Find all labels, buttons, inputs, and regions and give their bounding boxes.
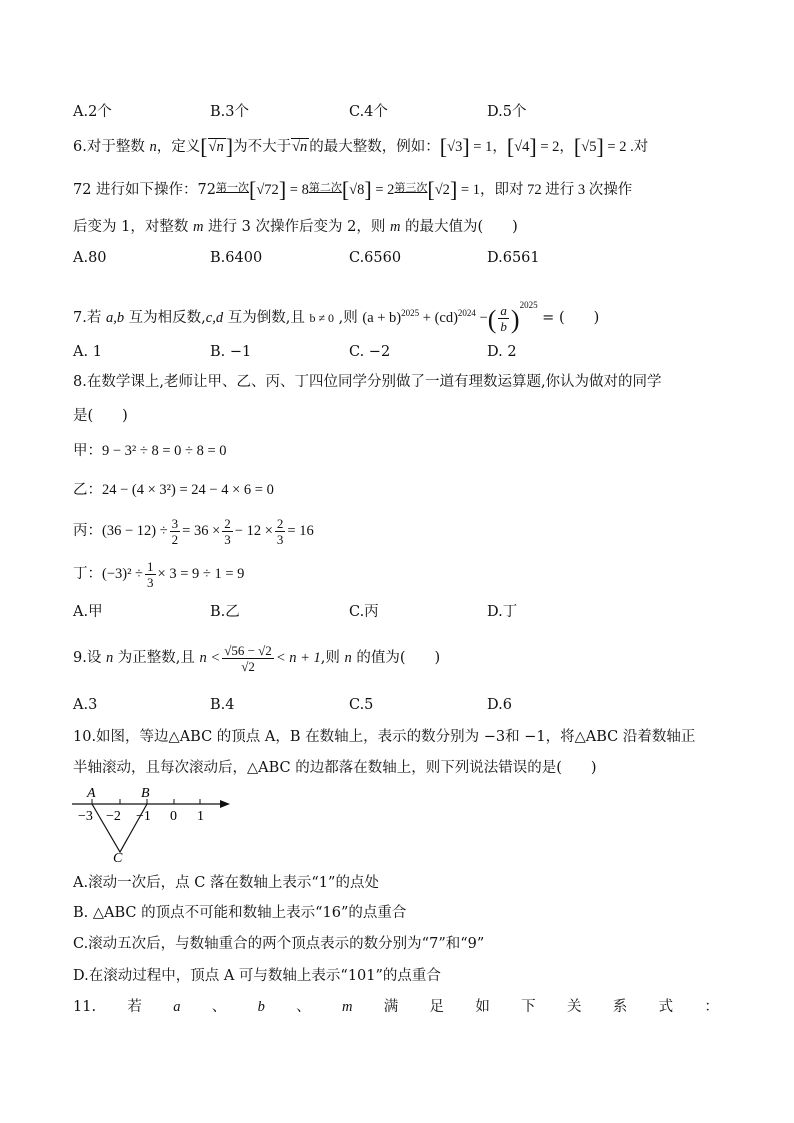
q11-char: 如: [475, 999, 490, 1015]
q11-char: 下: [521, 999, 536, 1015]
q5-option-b: B.3个: [210, 104, 249, 120]
q11-char: 式: [658, 999, 674, 1015]
vertex-label-b: B: [141, 786, 150, 801]
q8-stem-line-2: 是( ): [73, 408, 128, 424]
q11-char: 满: [383, 999, 399, 1015]
tick-label: 1: [197, 809, 204, 824]
q7-text: 互为相反数,: [124, 310, 206, 326]
q11-char: 关: [566, 999, 582, 1015]
q6-var-m: m: [389, 219, 401, 235]
q10-stem-line-2: 半轴滚动，且每次滚动后，△ABC 的边都落在数轴上，则下列说法错误的是( ): [73, 760, 597, 776]
q7-text: ,则: [334, 310, 363, 326]
q7-stem: [73, 295, 599, 334]
q6-text: 进行 3 次操作后变为 2，则: [203, 219, 390, 235]
q9-option-c: C.5: [349, 697, 374, 713]
q7-option-b: B. −1: [210, 344, 252, 360]
q6-text: ，定义: [156, 139, 201, 155]
q6-def-sqrt: √n: [292, 139, 308, 155]
q11-char: 足: [429, 999, 445, 1015]
vertex-label-c: C: [113, 851, 123, 864]
vertex-label-a: A: [87, 786, 96, 801]
q8-option-a: A.甲: [73, 604, 103, 620]
q6-option-b: B.6400: [210, 250, 263, 266]
q7-condition: b ≠ 0: [309, 311, 335, 325]
q10-number-line-figure: [68, 782, 238, 864]
q11-char: ：: [704, 999, 719, 1015]
q7-expression: $(a + b)^{2025} + (cd)^{2024}$ −( $\frac{a}{b}$ )$^{2025}$: [362, 300, 538, 335]
q8-bing: [73, 514, 314, 548]
q11-char: 系: [612, 999, 628, 1015]
q8-option-c: C.丙: [349, 604, 379, 620]
number-line-arrow-icon: [220, 800, 230, 808]
q8-ding: [73, 557, 244, 591]
q6-text: 的最大整数，例如：: [309, 139, 440, 155]
q6-line-3: [73, 217, 518, 237]
tick-label: −1: [136, 809, 151, 824]
q6-result-2: [√8] = 2: [341, 177, 395, 202]
q6-text: 为不大于: [233, 139, 292, 155]
q9-text: 的值为( ): [351, 650, 441, 666]
q8-option-d: D.丁: [487, 604, 518, 620]
tick-label: −3: [78, 809, 93, 824]
q9-stem: [73, 640, 440, 676]
q9-option-b: B.4: [210, 697, 235, 713]
q6-def-floor: [√n]: [200, 134, 234, 159]
q7-text: 互为倒数,且: [223, 310, 310, 326]
q5-option-a: A.2个: [73, 104, 112, 120]
q8-bing-label: 丙：: [73, 523, 102, 539]
q8-bing-work: (36 − 12) ÷ $\frac{3}{2}$ = 36 × $\frac{2}{3}$ − 12 × $\frac{2}{3}$ = 16: [102, 516, 314, 548]
q11-var-a: a: [173, 999, 181, 1015]
q11-char: 、: [296, 999, 311, 1015]
q11-char: 若: [127, 999, 142, 1015]
q7-text: = ( ): [537, 310, 600, 326]
q6-result-3: [√2] = 1，即对 72 进行 3 次操作: [427, 177, 633, 202]
q6-example-2: [√4] = 2，: [506, 134, 574, 159]
q11-stem: [73, 997, 719, 1017]
q6-line-2: [73, 178, 632, 200]
q5-option-c: C.4个: [349, 104, 388, 120]
q8-stem-line-1: 8.在数学课上,老师让甲、乙、丙、丁四位同学分别做了一道有理数运算题,你认为做对的同学: [73, 374, 662, 390]
q6-option-d: D.6561: [487, 250, 540, 266]
q6-result-1: [√72] = 8: [249, 177, 309, 202]
q8-ding-work: (−3)² ÷ $\frac{1}{3}$ × 3 = 9 ÷ 1 = 9: [102, 559, 245, 591]
q9-text: 为正整数,且: [113, 650, 200, 666]
q7-text: 7.若: [73, 310, 106, 326]
q8-yi: [73, 480, 274, 500]
q9-option-d: D.6: [487, 697, 512, 713]
q8-ding-label: 丁：: [73, 566, 102, 582]
q11-var-b: b: [257, 999, 265, 1015]
q9-inequality: n < $\frac{√56 - √2}{√2}$ < n + 1: [199, 643, 321, 675]
q11-var-m: m: [341, 999, 353, 1015]
q9-var-n: n: [105, 650, 114, 666]
q6-step-2: 第二次: [308, 181, 342, 194]
q6-text: 72 进行如下操作：72: [73, 182, 217, 198]
q6-line-1: [73, 134, 649, 159]
q11-char: 11.: [73, 999, 97, 1015]
q10-option-c: C.滚动五次后，与数轴重合的两个顶点表示的数分别为“7”和“9”: [73, 936, 485, 952]
q8-option-b: B.乙: [210, 604, 240, 620]
q10-option-b: B. △ABC 的顶点不可能和数轴上表示“16”的点重合: [73, 905, 407, 921]
tick-label: 0: [170, 809, 177, 824]
q11-char: 、: [211, 999, 227, 1015]
q9-text: ,则: [320, 650, 345, 666]
q6-text: 的最大值为( ): [400, 219, 518, 235]
q6-step-1: 第一次: [216, 181, 250, 194]
q7-option-c: C. −2: [349, 344, 391, 360]
q9-var-n: n: [344, 650, 352, 666]
q6-text: 后变为 1，对整数: [73, 219, 193, 235]
q8-yi-work: 24 − (4 × 3²) = 24 − 4 × 6 = 0: [102, 482, 274, 498]
q10-option-d: D.在滚动过程中，顶点 A 可与数轴上表示“101”的点重合: [73, 968, 441, 984]
q8-jia-work: 9 − 3² ÷ 8 = 0 ÷ 8 = 0: [102, 443, 227, 459]
q8-jia: [73, 441, 227, 461]
q6-option-a: A.80: [73, 250, 107, 266]
q7-option-d: D. 2: [487, 344, 517, 360]
q10-stem-line-1: 10.如图，等边△ABC 的顶点 A，B 在数轴上，表示的数分别为 −3和 −1，将△ABC 沿着数轴正: [73, 729, 696, 745]
q9-option-a: A.3: [73, 697, 98, 713]
q6-var-n: n: [149, 139, 157, 155]
q8-yi-label: 乙：: [73, 482, 102, 498]
q6-text: 6.对于整数: [73, 139, 150, 155]
q9-text: 9.设: [73, 650, 106, 666]
q6-example-3: [√5] = 2 .对: [573, 134, 649, 159]
q5-option-d: D.5个: [487, 104, 527, 120]
q7-var-ab: a,b: [105, 310, 125, 326]
q10-option-a: A.滚动一次后，点 C 落在数轴上表示“1”的点处: [73, 875, 379, 891]
q7-var-cd: c,d: [205, 310, 224, 326]
q7-option-a: A. 1: [73, 344, 102, 360]
q6-example-1: [√3] = 1，: [439, 134, 507, 159]
tick-label: −2: [106, 809, 121, 824]
q6-var-m: m: [192, 219, 204, 235]
q6-step-3: 第三次: [394, 181, 428, 194]
q8-jia-label: 甲：: [73, 443, 102, 459]
q6-option-c: C.6560: [349, 250, 402, 266]
